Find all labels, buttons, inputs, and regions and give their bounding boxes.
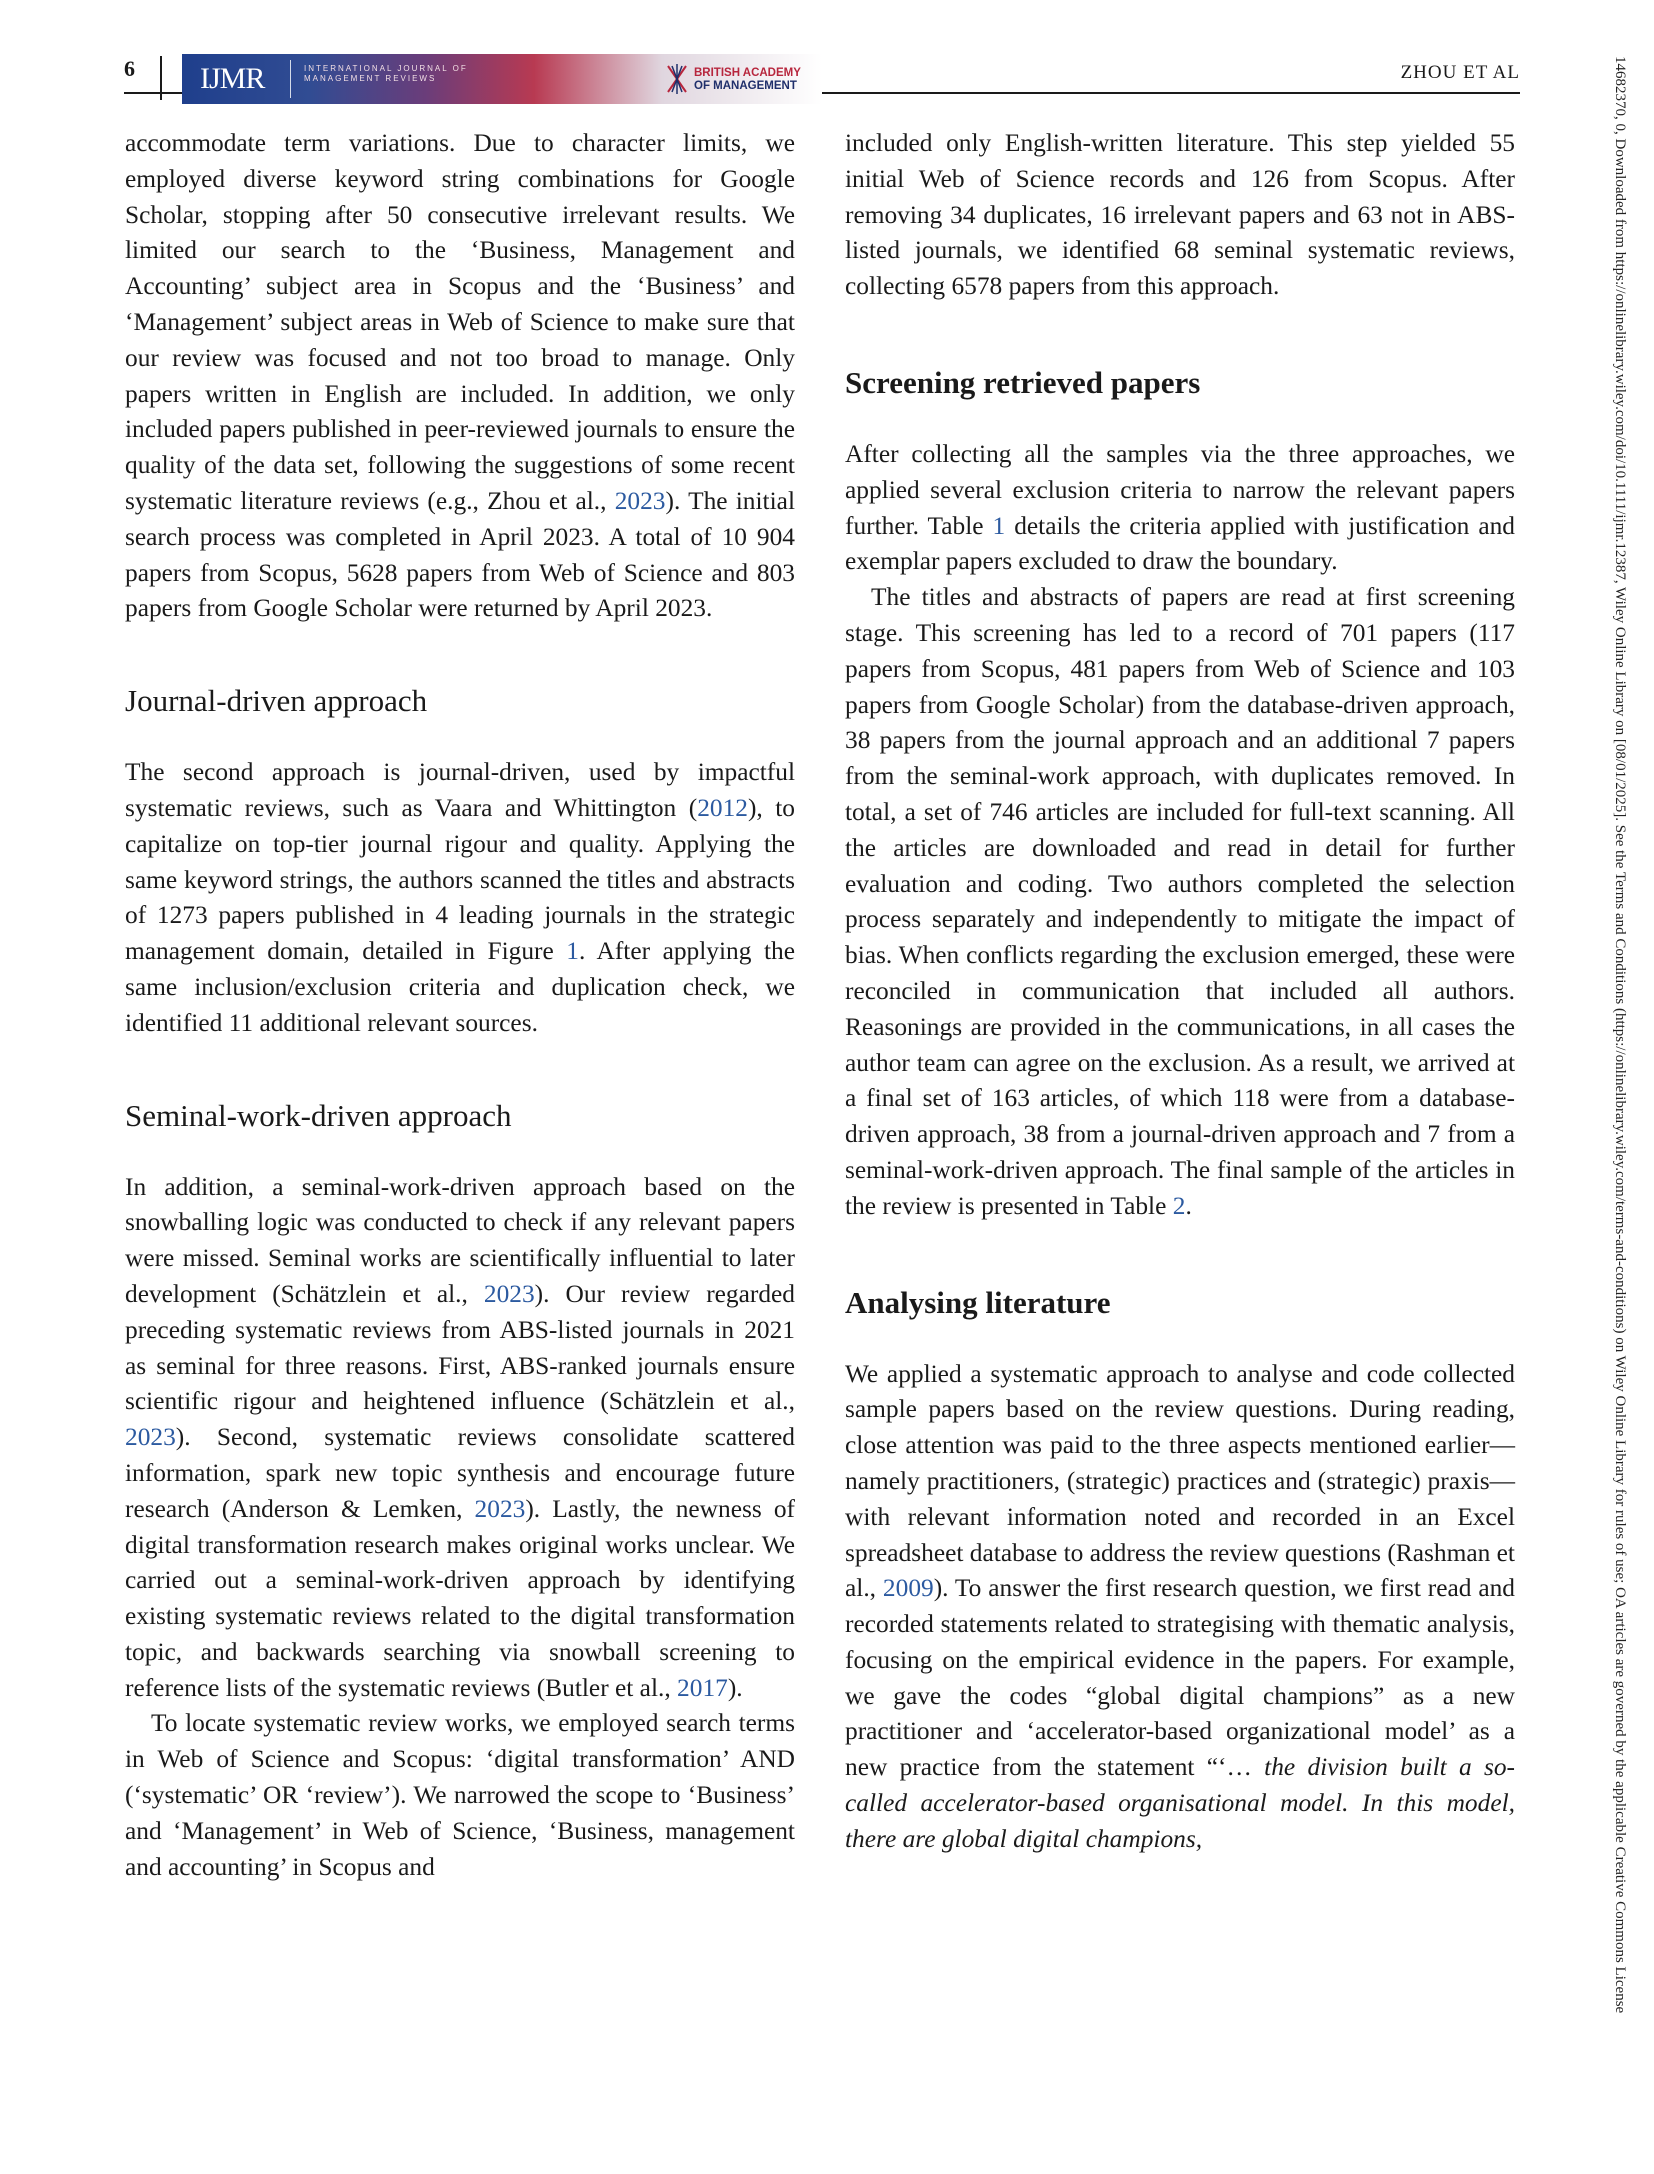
quoted-italic-text: the division built a so-called accelerator-based organisational model. In this model, there are global digital champions,: [845, 1753, 1516, 1853]
spacer: [125, 721, 795, 755]
paragraph: To locate systematic review works, we employed search terms in Web of Science and Scopus: ‘digital transformation’ AND (‘systematic’ OR ‘review’). We narrowed the scope to ‘Business’ and ‘Management’ in Web of Science, ‘Business, management and accounting’ in Scopus and: [125, 1709, 795, 1881]
text: ). Lastly, the newness of digital transformation research makes original works unclear. We carried out a seminal-work-driven approach by identifying existing systematic reviews related to the digital transformation topic, and backwards searching via snowball screening to reference lists of the systematic reviews (Butler et al.,: [125, 1494, 795, 1702]
text: The second approach is journal-driven, used by impactful systematic reviews, such as Vaara and Whittington (: [125, 758, 795, 822]
citation-link[interactable]: 2023: [614, 486, 666, 515]
journal-logo: IJMR: [200, 62, 265, 95]
text: We applied a systematic approach to analyse and code collected sample papers based on the review questions. During reading, close attention was paid to the three aspects mentioned earlier—namely practitioners, (strategic) practices and (strategic) praxis—with relevant information noted and recorded in an Excel spreadsheet database to address the review questions (Rashman et al.,: [845, 1359, 1515, 1603]
table-link[interactable]: 1: [992, 511, 1006, 540]
citation-link[interactable]: 2023: [474, 1494, 526, 1523]
text: The titles and abstracts of papers are read at first screening stage. This screening has led to a record of 701 papers (117 papers from Scopus, 481 papers from Web of Science and 103 papers from Google Scholar) from the database-driven approach, 38 papers from the journal approach and an additional 7 papers from the seminal-work approach, with duplicates removed. In total, a set of 746 articles are included for full-text scanning. All the articles are downloaded and read in detail for further evaluation and coding. Two authors completed the selection process separately and independently to mitigate the impact of bias. When conflicts regarding the exclusion emerged, these were reconciled in communication that included all authors. Reasonings are provided in the communications, in all cases the author team can agree on the exclusion. As a result, we arrived at a final set of 163 articles, of which 118 were from a database-driven approach, 38 from a journal-driven approach and 7 from a seminal-work-driven approach. The final sample of the articles in the review is presented in Table: [845, 583, 1515, 1220]
text: ). To answer the first research question, we first read and recorded statements related to strategising with thematic analysis, focusing on the empirical evidence in the papers. For example, we gave the codes “global digital champions” as a new practitioner and ‘accelerator-based organizational model’ as a new practice from the statement “‘…: [845, 1574, 1516, 1782]
figure-link[interactable]: 1: [566, 937, 579, 966]
text: After collecting all the samples via the three approaches, we applied several exclusion criteria to narrow the relevant papers further. Table: [845, 439, 1515, 540]
spacer: [125, 1042, 795, 1096]
text: ).: [727, 1673, 743, 1702]
page-number: 6: [124, 56, 135, 81]
citation-link[interactable]: 2023: [483, 1279, 535, 1308]
subsection-heading-journal: Journal-driven approach: [125, 683, 428, 719]
text: accommodate term variations. Due to character limits, we employed diverse keyword string combinations for Google Scholar, stopping after 50 consecutive irrelevant results. We limited our search to the ‘Business, Management and Accounting’ subject area in Scopus and the ‘Business’ and ‘Management’ subject areas in Web of Science to make sure that our review was focused and not too broad to manage. Only papers written in English are included. In addition, we only included papers published in peer-reviewed journals to ensure the quality of the data set, following the suggestions of some recent systematic literature reviews (e.g., Zhou et al.,: [125, 129, 795, 515]
spacer: [845, 403, 1515, 437]
subsection-heading-seminal: Seminal-work-driven approach: [125, 1097, 512, 1133]
paragraph: [845, 1357, 1515, 1858]
spacer: [125, 1136, 795, 1170]
paragraph: included only English-written literature. This step yielded 55 initial Web of Science records and 126 from Scopus. After removing 34 duplicates, 16 irrelevant papers and 63 not in ABS-listed journals, we identified 68 seminal systematic reviews, collecting 6578 papers from this approach.: [845, 129, 1515, 301]
publisher-line-1: BRITISH ACADEMY: [694, 67, 801, 79]
right-column: [845, 126, 1515, 1858]
running-head: ZHOU ET AL: [1400, 62, 1520, 83]
spacer: [845, 305, 1515, 363]
paragraph: [845, 580, 1515, 1224]
left-column: [125, 126, 795, 1885]
text: In addition, a seminal-work-driven approach based on the snowballing logic was conducted to check if any relevant papers were missed. Seminal works are scientifically influential to later development (Schätzlein et al.,: [125, 1172, 795, 1308]
spacer: [125, 627, 795, 681]
publisher-line-2: OF MANAGEMENT: [694, 80, 797, 92]
paragraph: [125, 755, 795, 1041]
citation-link[interactable]: 2017: [677, 1673, 728, 1702]
paragraph: [845, 437, 1515, 580]
text: ), to capitalize on top-tier journal rigour and quality. Applying the same keyword strings, the authors scanned the titles and abstracts of 1273 papers published in 4 leading journals in the strategic management domain, detailed in Figure: [125, 793, 795, 966]
journal-banner: [182, 54, 822, 104]
spacer: [845, 1323, 1515, 1357]
text: ). The initial search process was completed in April 2023. A total of 10 904 papers from Scopus, 5628 papers from Web of Science and 803 papers from Google Scholar were returned by April 2023.: [125, 486, 795, 623]
paragraph: [125, 126, 795, 627]
text: . After applying the same inclusion/exclusion criteria and duplication check, we identified 11 additional relevant sources.: [125, 937, 795, 1037]
spacer: [845, 1225, 1515, 1283]
bam-crest-icon: [664, 60, 690, 98]
text: ). Second, systematic reviews consolidate scattered information, spark new topic synthesis and encourage future research (Anderson & Lemken,: [125, 1423, 795, 1523]
citation-link[interactable]: 2012: [697, 793, 748, 822]
journal-name: INTERNATIONAL JOURNAL OF MANAGEMENT REVIEWS: [304, 64, 468, 83]
citation-link[interactable]: 2023: [125, 1423, 176, 1452]
text: .: [1185, 1191, 1192, 1220]
download-notice-text: 14682370, 0, Downloaded from https://onlinelibrary.wiley.com/doi/10.1111/ijmr.12387, Wiley Online Library on [08/01/2025]. See the Terms and Conditions (https://onlinelibrary.wiley.com/terms-and-conditions) on Wiley Online Library for rules of use; OA articles are governed by the applicable Creative Commons License: [1612, 56, 1628, 2014]
paragraph: [125, 1170, 795, 1707]
table-link[interactable]: 2: [1172, 1191, 1186, 1220]
text: details the criteria applied with justification and exemplar papers excluded to draw the boundary.: [845, 511, 1515, 576]
publisher-logo-text: [694, 67, 801, 93]
text: ). Our review regarded preceding systematic reviews from ABS-listed journals in 2021 as seminal for three reasons. First, ABS-ranked journals ensure scientific rigour and heightened influence (Schätzlein et al.,: [125, 1279, 795, 1416]
section-heading-analysing: Analysing literature: [845, 1284, 1111, 1320]
section-heading-screening: Screening retrieved papers: [845, 364, 1201, 400]
download-notice-sidebar: [1612, 56, 1628, 2146]
logo-separator: [290, 60, 291, 98]
citation-link[interactable]: 2009: [882, 1574, 934, 1603]
